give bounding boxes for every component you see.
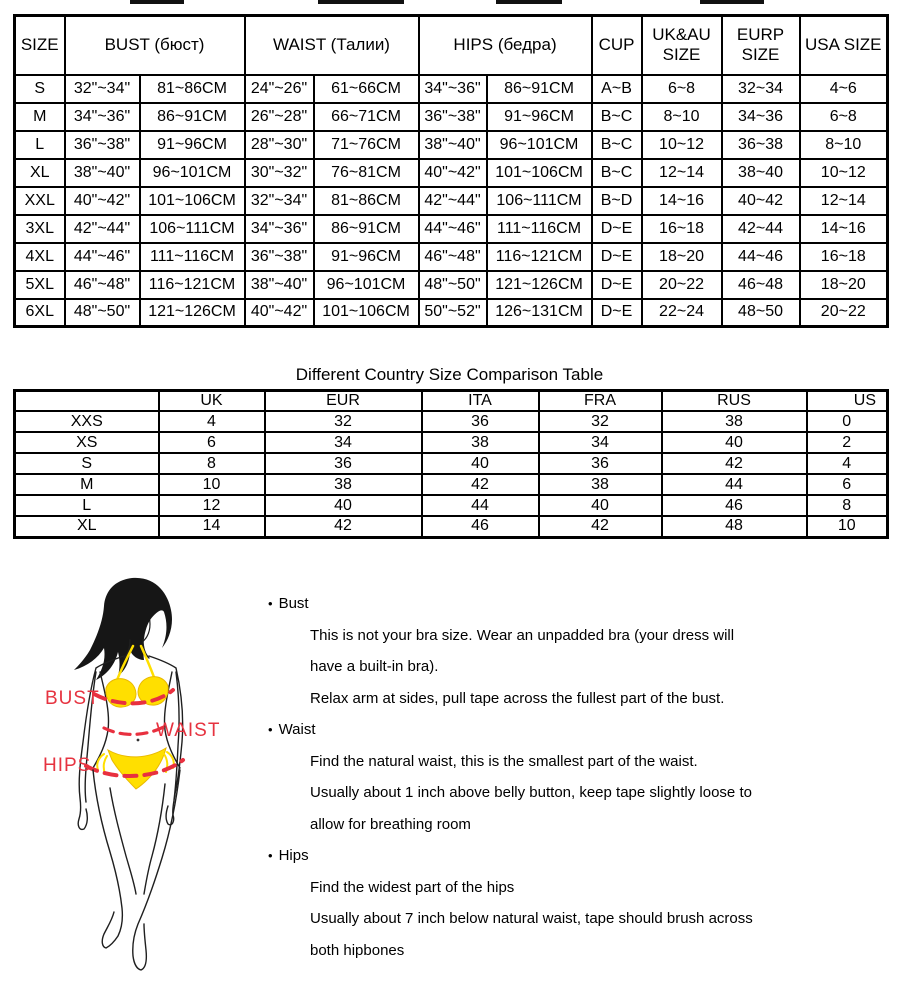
- cmp-cell: 38: [539, 474, 662, 495]
- cell-eurp: 36~38: [722, 131, 800, 159]
- cell-hips-in: 48"~50": [419, 271, 487, 299]
- size-table: [13, 14, 889, 328]
- cell-hips-in: 42"~44": [419, 187, 487, 215]
- bikini-bottom: [108, 748, 166, 789]
- cell-eurp: 42~44: [722, 215, 800, 243]
- cell-size: 4XL: [15, 243, 65, 271]
- cmp-col-us: US: [807, 391, 888, 412]
- cmp-cell: 40: [539, 495, 662, 516]
- cmp-cell: 40: [422, 453, 539, 474]
- col-header-eurp: EURP SIZE: [722, 16, 800, 75]
- size-row-4xl: [15, 243, 888, 271]
- cmp-cell: 48: [662, 516, 807, 537]
- col-header-hips: HIPS (бедра): [419, 16, 592, 75]
- cell-hips-cm: 91~96CM: [487, 103, 592, 131]
- cell-waist-in: 26"~28": [245, 103, 314, 131]
- cell-uk-au: 20~22: [642, 271, 722, 299]
- cell-waist-cm: 81~86CM: [314, 187, 419, 215]
- size-row-3xl: [15, 215, 888, 243]
- cell-cup: A~B: [592, 75, 642, 103]
- cell-hips-cm: 106~111CM: [487, 187, 592, 215]
- cell-hips-in: 36"~38": [419, 103, 487, 131]
- cell-waist-cm: 91~96CM: [314, 243, 419, 271]
- cmp-row-label: XS: [15, 432, 159, 453]
- cell-bust-in: 36"~38": [65, 131, 140, 159]
- cell-size: S: [15, 75, 65, 103]
- cmp-cell: 6: [807, 474, 888, 495]
- cell-bust-cm: 86~91CM: [140, 103, 245, 131]
- cell-uk-au: 6~8: [642, 75, 722, 103]
- size-row-6xl: [15, 299, 888, 327]
- cell-uk-au: 10~12: [642, 131, 722, 159]
- cell-waist-in: 34"~36": [245, 215, 314, 243]
- cell-waist-cm: 61~66CM: [314, 75, 419, 103]
- cell-bust-cm: 96~101CM: [140, 159, 245, 187]
- cmp-row-label: S: [15, 453, 159, 474]
- belly-button-dot: [137, 739, 140, 742]
- cropped-text-fragment: [130, 0, 184, 4]
- cell-hips-in: 44"~46": [419, 215, 487, 243]
- cmp-cell: 42: [662, 453, 807, 474]
- cell-bust-in: 32"~34": [65, 75, 140, 103]
- cell-usa: 14~16: [800, 215, 888, 243]
- cell-size: 3XL: [15, 215, 65, 243]
- size-table-header-row: [15, 16, 888, 75]
- cell-uk-au: 16~18: [642, 215, 722, 243]
- bullet-icon: •: [268, 848, 273, 863]
- cell-cup: B~D: [592, 187, 642, 215]
- cell-bust-cm: 116~121CM: [140, 271, 245, 299]
- cell-hips-cm: 111~116CM: [487, 215, 592, 243]
- size-row-m: [15, 103, 888, 131]
- guide-line: Find the natural waist, this is the smallest part of the waist.: [310, 752, 698, 770]
- cropped-text-fragment: [318, 0, 404, 4]
- measuring-guide: [268, 588, 880, 966]
- cell-usa: 12~14: [800, 187, 888, 215]
- cmp-row-label: XL: [15, 516, 159, 537]
- size-row-l: [15, 131, 888, 159]
- cmp-cell: 38: [422, 432, 539, 453]
- cell-waist-in: 28"~30": [245, 131, 314, 159]
- cell-cup: D~E: [592, 215, 642, 243]
- cmp-col-rus: RUS: [662, 391, 807, 412]
- cell-bust-in: 46"~48": [65, 271, 140, 299]
- guide-heading-text: Waist: [278, 721, 316, 738]
- cmp-cell: 2: [807, 432, 888, 453]
- cell-cup: B~C: [592, 131, 642, 159]
- cell-bust-cm: 111~116CM: [140, 243, 245, 271]
- cell-hips-cm: 96~101CM: [487, 131, 592, 159]
- cell-cup: D~E: [592, 299, 642, 327]
- guide-heading-hips: [268, 840, 880, 872]
- guide-heading-bust: [268, 588, 880, 620]
- cell-hips-cm: 121~126CM: [487, 271, 592, 299]
- cell-bust-in: 34"~36": [65, 103, 140, 131]
- cmp-col-ita: ITA: [422, 391, 539, 412]
- figure-legs: [93, 770, 180, 970]
- cmp-cell: 46: [662, 495, 807, 516]
- cell-bust-in: 40"~42": [65, 187, 140, 215]
- guide-line: have a built-in bra).: [310, 658, 439, 675]
- cell-hips-cm: 116~121CM: [487, 243, 592, 271]
- size-row-xxl: [15, 187, 888, 215]
- cell-cup: D~E: [592, 271, 642, 299]
- cmp-cell: 0: [807, 411, 888, 432]
- cmp-cell: 44: [422, 495, 539, 516]
- cell-waist-cm: 71~76CM: [314, 131, 419, 159]
- cell-usa: 20~22: [800, 299, 888, 327]
- cell-usa: 6~8: [800, 103, 888, 131]
- cell-bust-in: 48"~50": [65, 299, 140, 327]
- cmp-cell: 36: [265, 453, 422, 474]
- cell-eurp: 46~48: [722, 271, 800, 299]
- cmp-row-label: L: [15, 495, 159, 516]
- cell-waist-in: 36"~38": [245, 243, 314, 271]
- cell-waist-cm: 101~106CM: [314, 299, 419, 327]
- comparison-table: [13, 389, 889, 539]
- cmp-cell: 32: [539, 411, 662, 432]
- cell-hips-in: 40"~42": [419, 159, 487, 187]
- cell-cup: B~C: [592, 103, 642, 131]
- cell-bust-cm: 91~96CM: [140, 131, 245, 159]
- cmp-row-xxs: [15, 411, 888, 432]
- cmp-cell: 44: [662, 474, 807, 495]
- cmp-cell: 10: [159, 474, 265, 495]
- guide-line: Relax arm at sides, pull tape across the fullest part of the bust.: [310, 689, 725, 707]
- cell-eurp: 38~40: [722, 159, 800, 187]
- cell-hips-in: 50"~52": [419, 299, 487, 327]
- cell-bust-cm: 121~126CM: [140, 299, 245, 327]
- cell-uk-au: 12~14: [642, 159, 722, 187]
- cell-usa: 4~6: [800, 75, 888, 103]
- cmp-cell: 36: [422, 411, 539, 432]
- cmp-cell: 42: [265, 516, 422, 537]
- guide-heading-text: Hips: [278, 847, 309, 864]
- cell-bust-cm: 81~86CM: [140, 75, 245, 103]
- guide-heading-text: Bust: [278, 595, 309, 612]
- cmp-cell: 40: [265, 495, 422, 516]
- cell-waist-in: 40"~42": [245, 299, 314, 327]
- cmp-cell: 6: [159, 432, 265, 453]
- cmp-cell: 34: [265, 432, 422, 453]
- cell-eurp: 44~46: [722, 243, 800, 271]
- cell-usa: 18~20: [800, 271, 888, 299]
- guide-heading-waist: [268, 714, 880, 746]
- cell-waist-in: 24"~26": [245, 75, 314, 103]
- cell-uk-au: 22~24: [642, 299, 722, 327]
- col-header-cup: CUP: [592, 16, 642, 75]
- cell-uk-au: 8~10: [642, 103, 722, 131]
- cmp-cell: 4: [159, 411, 265, 432]
- cmp-row-s: [15, 453, 888, 474]
- cell-bust-in: 42"~44": [65, 215, 140, 243]
- cmp-col-uk: UK: [159, 391, 265, 412]
- cell-uk-au: 18~20: [642, 243, 722, 271]
- comparison-header-row: [15, 391, 888, 412]
- cell-hips-in: 46"~48": [419, 243, 487, 271]
- cell-eurp: 48~50: [722, 299, 800, 327]
- cell-size: XXL: [15, 187, 65, 215]
- cell-size: 5XL: [15, 271, 65, 299]
- cmp-cell: 14: [159, 516, 265, 537]
- cell-usa: 16~18: [800, 243, 888, 271]
- cell-usa: 10~12: [800, 159, 888, 187]
- cmp-cell: 8: [159, 453, 265, 474]
- col-header-bust: BUST (бюст): [65, 16, 245, 75]
- cmp-row-m: [15, 474, 888, 495]
- cell-cup: D~E: [592, 243, 642, 271]
- cell-waist-cm: 76~81CM: [314, 159, 419, 187]
- bust-label: BUST: [45, 688, 100, 709]
- cell-waist-in: 30"~32": [245, 159, 314, 187]
- cell-bust-cm: 101~106CM: [140, 187, 245, 215]
- cmp-cell: 8: [807, 495, 888, 516]
- cell-waist-cm: 86~91CM: [314, 215, 419, 243]
- cell-hips-in: 38"~40": [419, 131, 487, 159]
- cmp-row-l: [15, 495, 888, 516]
- cell-uk-au: 14~16: [642, 187, 722, 215]
- col-header-waist: WAIST (Талии): [245, 16, 419, 75]
- cell-eurp: 34~36: [722, 103, 800, 131]
- cell-bust-in: 38"~40": [65, 159, 140, 187]
- guide-line: Usually about 1 inch above belly button, keep tape slightly loose to: [310, 784, 752, 801]
- cmp-cell: 34: [539, 432, 662, 453]
- guide-line: both hipbones: [310, 941, 405, 959]
- size-row-s: [15, 75, 888, 103]
- measurement-figure: [20, 572, 250, 980]
- cmp-col-eur: EUR: [265, 391, 422, 412]
- cell-size: L: [15, 131, 65, 159]
- cropped-text-fragment: [700, 0, 764, 4]
- cmp-row-xs: [15, 432, 888, 453]
- cell-size: 6XL: [15, 299, 65, 327]
- hips-label: HIPS: [43, 755, 92, 776]
- cell-bust-in: 44"~46": [65, 243, 140, 271]
- cell-waist-in: 38"~40": [245, 271, 314, 299]
- cmp-row-label: XXS: [15, 411, 159, 432]
- size-row-xl: [15, 159, 888, 187]
- bullet-icon: •: [268, 722, 273, 737]
- cell-size: XL: [15, 159, 65, 187]
- cell-eurp: 32~34: [722, 75, 800, 103]
- cmp-col-blank: [15, 391, 159, 412]
- cmp-cell: 32: [265, 411, 422, 432]
- cell-eurp: 40~42: [722, 187, 800, 215]
- cell-hips-cm: 126~131CM: [487, 299, 592, 327]
- cmp-cell: 10: [807, 516, 888, 537]
- cmp-cell: 42: [422, 474, 539, 495]
- col-header-size: SIZE: [15, 16, 65, 75]
- waist-label: WAIST: [156, 720, 221, 741]
- cell-usa: 8~10: [800, 131, 888, 159]
- cmp-cell: 46: [422, 516, 539, 537]
- guide-line: allow for breathing room: [310, 815, 471, 833]
- col-header-uk-au: UK&AU SIZE: [642, 16, 722, 75]
- cmp-cell: 4: [807, 453, 888, 474]
- cmp-row-xl: [15, 516, 888, 537]
- comparison-table-title: Different Country Size Comparison Table: [295, 365, 604, 384]
- cmp-cell: 12: [159, 495, 265, 516]
- cmp-cell: 40: [662, 432, 807, 453]
- guide-line: Find the widest part of the hips: [310, 878, 515, 896]
- cell-waist-cm: 96~101CM: [314, 271, 419, 299]
- cell-bust-cm: 106~111CM: [140, 215, 245, 243]
- guide-line: Usually about 7 inch below natural waist, tape should brush across: [310, 910, 753, 927]
- cell-hips-in: 34"~36": [419, 75, 487, 103]
- col-header-usa: USA SIZE: [800, 16, 888, 75]
- cmp-cell: 38: [662, 411, 807, 432]
- cell-waist-cm: 66~71CM: [314, 103, 419, 131]
- cell-size: M: [15, 103, 65, 131]
- cmp-cell: 36: [539, 453, 662, 474]
- bullet-icon: •: [268, 596, 273, 611]
- cmp-cell: 38: [265, 474, 422, 495]
- cell-waist-in: 32"~34": [245, 187, 314, 215]
- cell-hips-cm: 101~106CM: [487, 159, 592, 187]
- cell-cup: B~C: [592, 159, 642, 187]
- guide-line: This is not your bra size. Wear an unpadded bra (your dress will: [310, 626, 735, 644]
- size-row-5xl: [15, 271, 888, 299]
- cmp-row-label: M: [15, 474, 159, 495]
- cmp-col-fra: FRA: [539, 391, 662, 412]
- cropped-text-fragment: [496, 0, 562, 4]
- cell-hips-cm: 86~91CM: [487, 75, 592, 103]
- cmp-cell: 42: [539, 516, 662, 537]
